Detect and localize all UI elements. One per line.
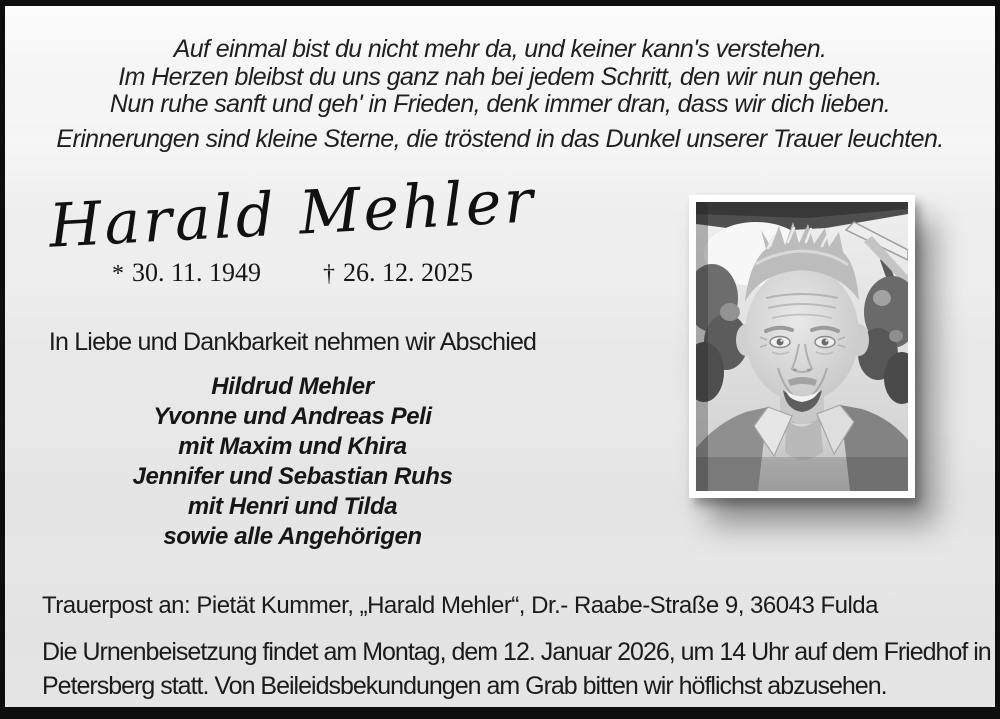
verse-line: Im Herzen bleibst du uns ganz nah bei jedem Schritt, den wir nun gehen. [118, 62, 882, 91]
mourner-line: mit Maxim und Khira [178, 433, 407, 460]
condolence-address: Trauerpost an: Pietät Kummer, „Harald Mehler“, Dr.- Raabe-Straße 9, 36043 Fulda [42, 592, 878, 619]
verse-line: Erinnerungen sind kleine Sterne, die tröstend in das Dunkel unserer Trauer leuchten. [56, 124, 944, 153]
funeral-line: Die Urnenbeisetzung findet am Montag, dem 12. Januar 2026, um 14 Uhr auf dem Friedhof in [42, 638, 991, 666]
farewell-intro: In Liebe und Dankbarkeit nehmen wir Abschied [48, 328, 537, 356]
mourner-line: Hildrud Mehler [211, 373, 374, 400]
mourners-list [10, 372, 575, 552]
death-date [323, 258, 473, 288]
verse-line: Auf einmal bist du nicht mehr da, und keiner kann's verstehen. [173, 35, 827, 63]
life-dates [10, 258, 575, 288]
portrait-photo [696, 202, 908, 491]
mourner-line: Jennifer und Sebastian Ruhs [132, 463, 453, 490]
mourner-line: mit Henri und Tilda [187, 493, 398, 520]
mourner-line: Yvonne und Andreas Peli [153, 403, 432, 430]
funeral-line: Petersberg statt. Von Beileidsbekundungen am Grab bitten wir höflichst abzusehen. [42, 672, 887, 700]
mourner-line: sowie alle Angehörigen [163, 523, 422, 550]
birth-date [112, 258, 261, 288]
birth-star-icon: * [111, 261, 124, 287]
death-cross-icon: † [323, 261, 336, 287]
memorial-verse [5, 36, 995, 153]
deceased-name: Harald Mehler [47, 166, 538, 262]
portrait-photo-frame [689, 195, 915, 498]
death-date-text: 26. 12. 2025 [343, 258, 474, 287]
verse-line: Nun ruhe sanft und geh' in Frieden, denk immer dran, dass wir dich lieben. [109, 90, 891, 118]
birth-date-text: 30. 11. 1949 [131, 258, 262, 287]
funeral-announcement [42, 635, 991, 703]
